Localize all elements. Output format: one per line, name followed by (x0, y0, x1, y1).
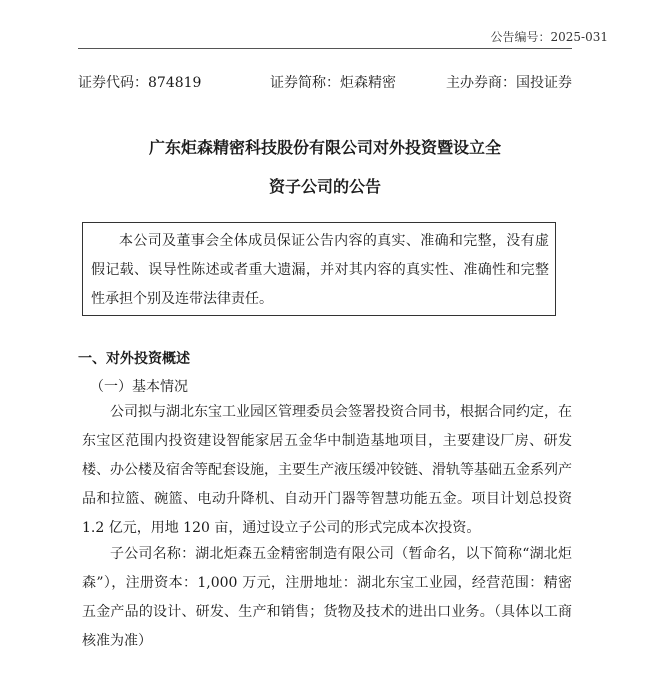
disclaimer-text: 本公司及董事会全体成员保证公告内容的真实、准确和完整，没有虚假记载、误导性陈述或者重大遗漏，并对其内容的真实性、准确性和完整性承担个别及连带法律责任。 (91, 233, 549, 307)
paragraph-investment-overview: 公司拟与湖北东宝工业园区管理委员会签署投资合同书，根据合同约定，在东宝区范围内投资建设智能家居五金华中制造基地项目，主要建设厂房、研发楼、办公楼及宿舍等配套设施，主要生产液压缓冲铰链、滑轨等基础五金系列产品和拉篮、碗篮、电动升降机、自动开门器等智慧功能五金。项目计划总投资 1.2 亿元，用地 120 亩，通过设立子公司的形式完成本次投资。 (82, 404, 572, 536)
disclaimer-box (82, 222, 556, 316)
sponsor-broker: 主办券商：国投证券 (446, 75, 572, 91)
document-title-line2: 资子公司的公告 (268, 177, 381, 196)
announcement-number: 公告编号：2025-031 (490, 30, 608, 44)
stock-abbreviation: 证券简称：炬森精密 (270, 75, 396, 91)
section-heading: 一、对外投资概述 (78, 351, 190, 367)
stock-code: 证券代码：874819 (78, 75, 202, 91)
subsection-heading: （一）基本情况 (90, 379, 188, 395)
header-divider (78, 48, 572, 49)
document-title-line1: 广东炬森精密科技股份有限公司对外投资暨设立全 (148, 138, 501, 157)
paragraph-subsidiary-info: 子公司名称：湖北炬森五金精密制造有限公司（暂命名，以下简称“湖北炬森”），注册资本：1,000 万元，注册地址：湖北东宝工业园，经营范围：精密五金产品的设计、研发、生产和销售；货物及技术的进出口业务。（具体以工商核准为准） (82, 546, 572, 649)
stock-meta-row (78, 72, 572, 92)
